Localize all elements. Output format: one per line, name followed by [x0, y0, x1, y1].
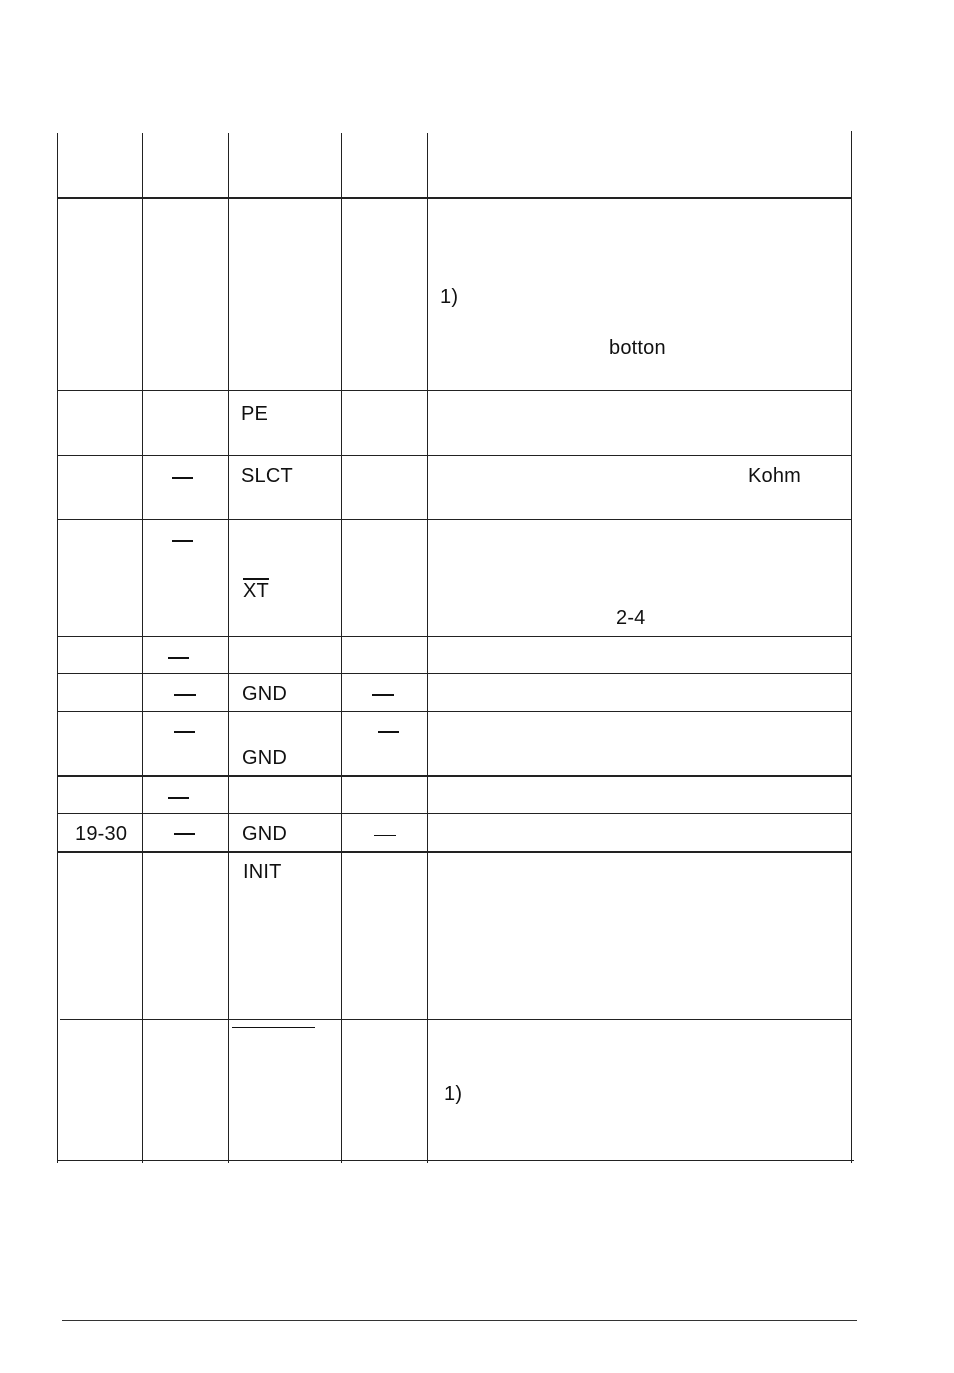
row8-return-dash — [168, 797, 189, 799]
footer-rule — [62, 1320, 857, 1321]
row-separator — [57, 813, 852, 814]
row5-return-dash — [168, 657, 189, 659]
header-separator — [57, 197, 852, 199]
row9-direction-dash — [374, 835, 396, 836]
row-separator — [60, 1019, 852, 1020]
row6-direction-dash — [372, 694, 394, 696]
row-separator — [57, 519, 852, 520]
row4-signal-name: $\overline{XT}$ — [243, 580, 269, 602]
row11-signal-overline — [232, 1027, 315, 1028]
row10-signal-name: INIT — [243, 861, 282, 883]
row3-description-word: Kohm — [748, 465, 802, 487]
row3-return-dash — [172, 477, 193, 479]
row6-signal-name: GND — [242, 683, 288, 705]
row7-direction-dash — [378, 731, 399, 733]
column-divider-2 — [228, 133, 229, 1163]
row-separator — [57, 851, 852, 853]
table-border-bottom — [57, 1160, 854, 1161]
table-border-right — [851, 131, 852, 1163]
row7-signal-name: GND — [242, 747, 288, 769]
row2-signal-name: PE — [241, 403, 269, 425]
row-separator — [57, 673, 852, 674]
table-border-left — [57, 133, 58, 1163]
row7-return-dash — [174, 731, 195, 733]
row1-description-word: botton — [609, 337, 666, 359]
row-separator — [57, 711, 852, 712]
row1-note-marker: 1) — [440, 286, 459, 308]
column-divider-1 — [142, 133, 143, 1163]
row-separator — [57, 455, 852, 456]
row9-pin-range: 19-30 — [75, 823, 128, 845]
row9-signal-name: GND — [242, 823, 288, 845]
row4-page-reference: 2-4 — [616, 607, 646, 629]
column-divider-3 — [341, 133, 342, 1163]
row6-return-dash — [174, 694, 196, 696]
row-separator — [57, 636, 852, 637]
row11-note-marker: 1) — [444, 1083, 463, 1105]
row4-return-dash — [172, 540, 193, 542]
row3-signal-name: SLCT — [241, 465, 293, 487]
row-separator — [57, 390, 852, 391]
row9-return-dash — [174, 833, 195, 835]
column-divider-4 — [427, 133, 428, 1163]
row-separator — [57, 775, 852, 777]
